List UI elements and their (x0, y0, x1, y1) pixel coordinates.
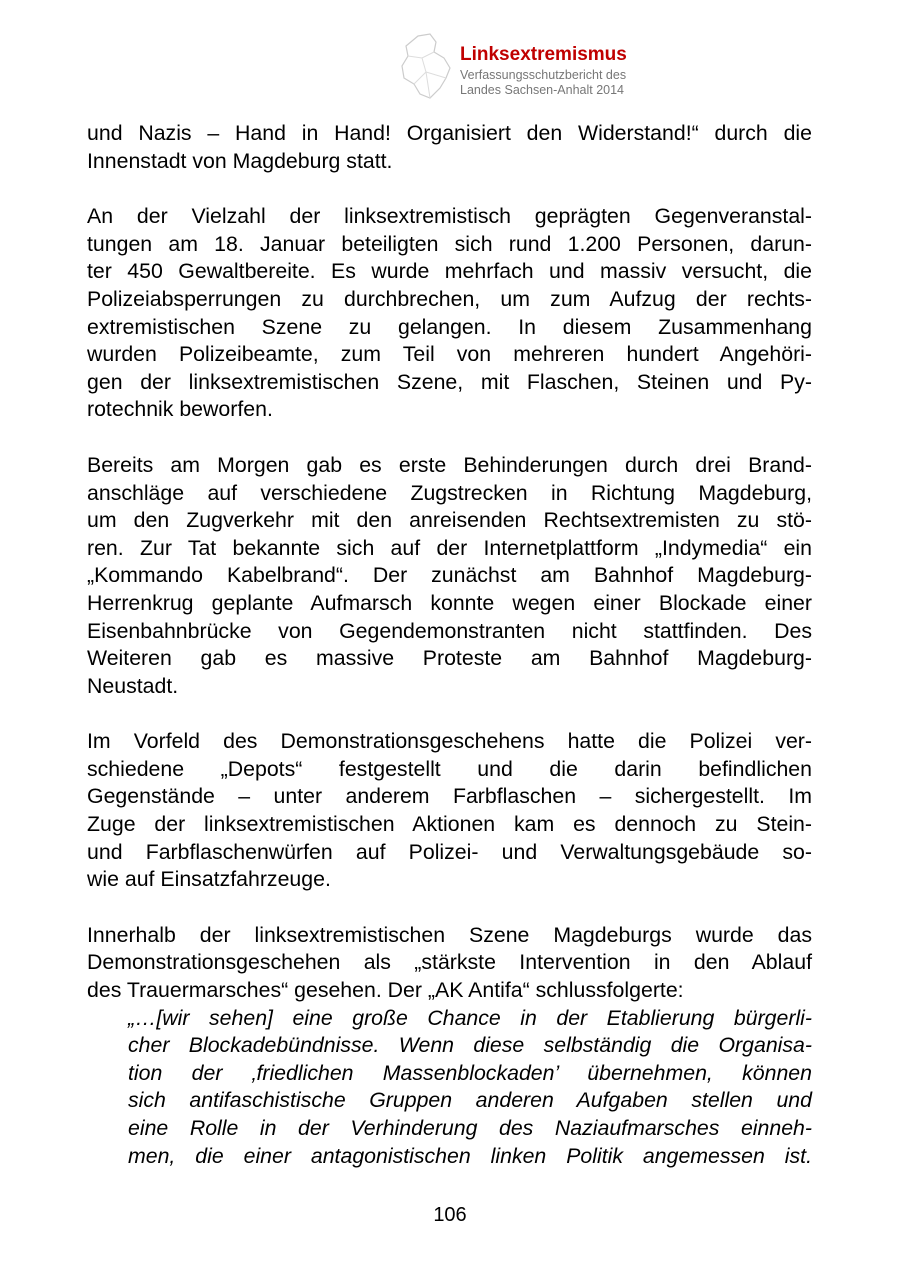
text-line: um den Zugverkehr mit den anreisenden Rechtsextremisten zu stö- (87, 508, 812, 533)
header-subtitle: Landes Sachsen-Anhalt 2014 (460, 83, 625, 97)
block-quote (128, 1005, 812, 1171)
text-line: Innerhalb der linksextremistischen Szene Magdeburgs wurde das (87, 922, 812, 947)
text-line: extremistischen Szene zu gelangen. In diesem Zusammenhang (87, 314, 812, 339)
paragraph (87, 728, 812, 894)
text-line: „Kommando Kabelbrand“. Der zunächst am Bahnhof Magdeburg- (87, 563, 812, 588)
text-line: tungen am 18. Januar beteiligten sich rund 1.200 Personen, darun- (87, 231, 812, 256)
quote-line: tion der ‚friedlichen Massenblockaden’ übernehmen, können (128, 1060, 812, 1085)
paragraph (87, 120, 812, 175)
quote-line: men, die einer antagonistischen linken Politik angemessen ist. (128, 1143, 812, 1168)
quote-line: cher Blockadebündnisse. Wenn diese selbständig die Organisa- (128, 1033, 812, 1058)
text-line: Bereits am Morgen gab es erste Behinderungen durch drei Brand- (87, 452, 812, 477)
text-line: An der Vielzahl der linksextremistisch geprägten Gegenveranstal- (87, 204, 812, 229)
text-line: Neustadt. (87, 673, 179, 698)
page-header (400, 32, 660, 102)
text-line: Weiteren gab es massive Proteste am Bahnhof Magdeburg- (87, 646, 812, 671)
text-line: und Nazis – Hand in Hand! Organisiert den Widerstand!“ durch die (87, 121, 812, 145)
paragraph (87, 203, 812, 424)
text-line: gen der linksextremistischen Szene, mit Flaschen, Steinen und Py- (87, 369, 812, 394)
paragraph (87, 922, 812, 1005)
text-line: Im Vorfeld des Demonstrationsgeschehens hatte die Polizei ver- (87, 729, 812, 754)
header-subtitle: Verfassungsschutzbericht des (460, 68, 627, 82)
map-logo-icon (400, 32, 456, 102)
page-number: 106 (433, 1204, 467, 1226)
text-line: ter 450 Gewaltbereite. Es wurde mehrfach und massiv versucht, die (87, 259, 812, 284)
text-line: anschläge auf verschiedene Zugstrecken in Richtung Magdeburg, (87, 480, 812, 505)
text-line: des Trauermarsches“ gesehen. Der „AK Antifa“ schlussfolgerte: (87, 978, 684, 1003)
body-text (87, 120, 812, 1170)
text-line: wie auf Einsatzfahrzeuge. (87, 867, 331, 892)
text-line: Herrenkrug geplante Aufmarsch konnte wegen einer Blockade einer (87, 590, 812, 615)
text-line: und Farbflaschenwürfen auf Polizei- und Verwaltungsgebäude so- (87, 839, 812, 864)
text-line: wurden Polizeibeamte, zum Teil von mehreren hundert Angehöri- (87, 342, 812, 367)
quote-line: „…[wir sehen] eine große Chance in der Etablierung bürgerli- (128, 1005, 812, 1030)
quote-line: sich antifaschistische Gruppen anderen Aufgaben stellen und (128, 1088, 812, 1113)
text-line: Zuge der linksextremistischen Aktionen kam es dennoch zu Stein- (87, 812, 812, 837)
text-line: ren. Zur Tat bekannte sich auf der Internetplattform „Indymedia“ ein (87, 535, 812, 560)
paragraph (87, 452, 812, 700)
text-line: Polizeiabsperrungen zu durchbrechen, um zum Aufzug der rechts- (87, 286, 812, 311)
quote-line: eine Rolle in der Verhinderung des Naziaufmarsches einneh- (128, 1116, 812, 1140)
text-line: rotechnik beworfen. (87, 397, 273, 422)
text-line: Demonstrationsgeschehen als „stärkste Intervention in den Ablauf (87, 950, 812, 975)
header-title: Linksextremismus (460, 44, 627, 65)
text-line: Gegenstände – unter anderem Farbflaschen – sichergestellt. Im (87, 784, 812, 809)
text-line: Innenstadt von Magdeburg statt. (87, 148, 393, 173)
text-line: Eisenbahnbrücke von Gegendemonstranten nicht stattfinden. Des (87, 618, 812, 643)
text-line: schiedene „Depots“ festgestellt und die darin befindlichen (87, 756, 812, 781)
